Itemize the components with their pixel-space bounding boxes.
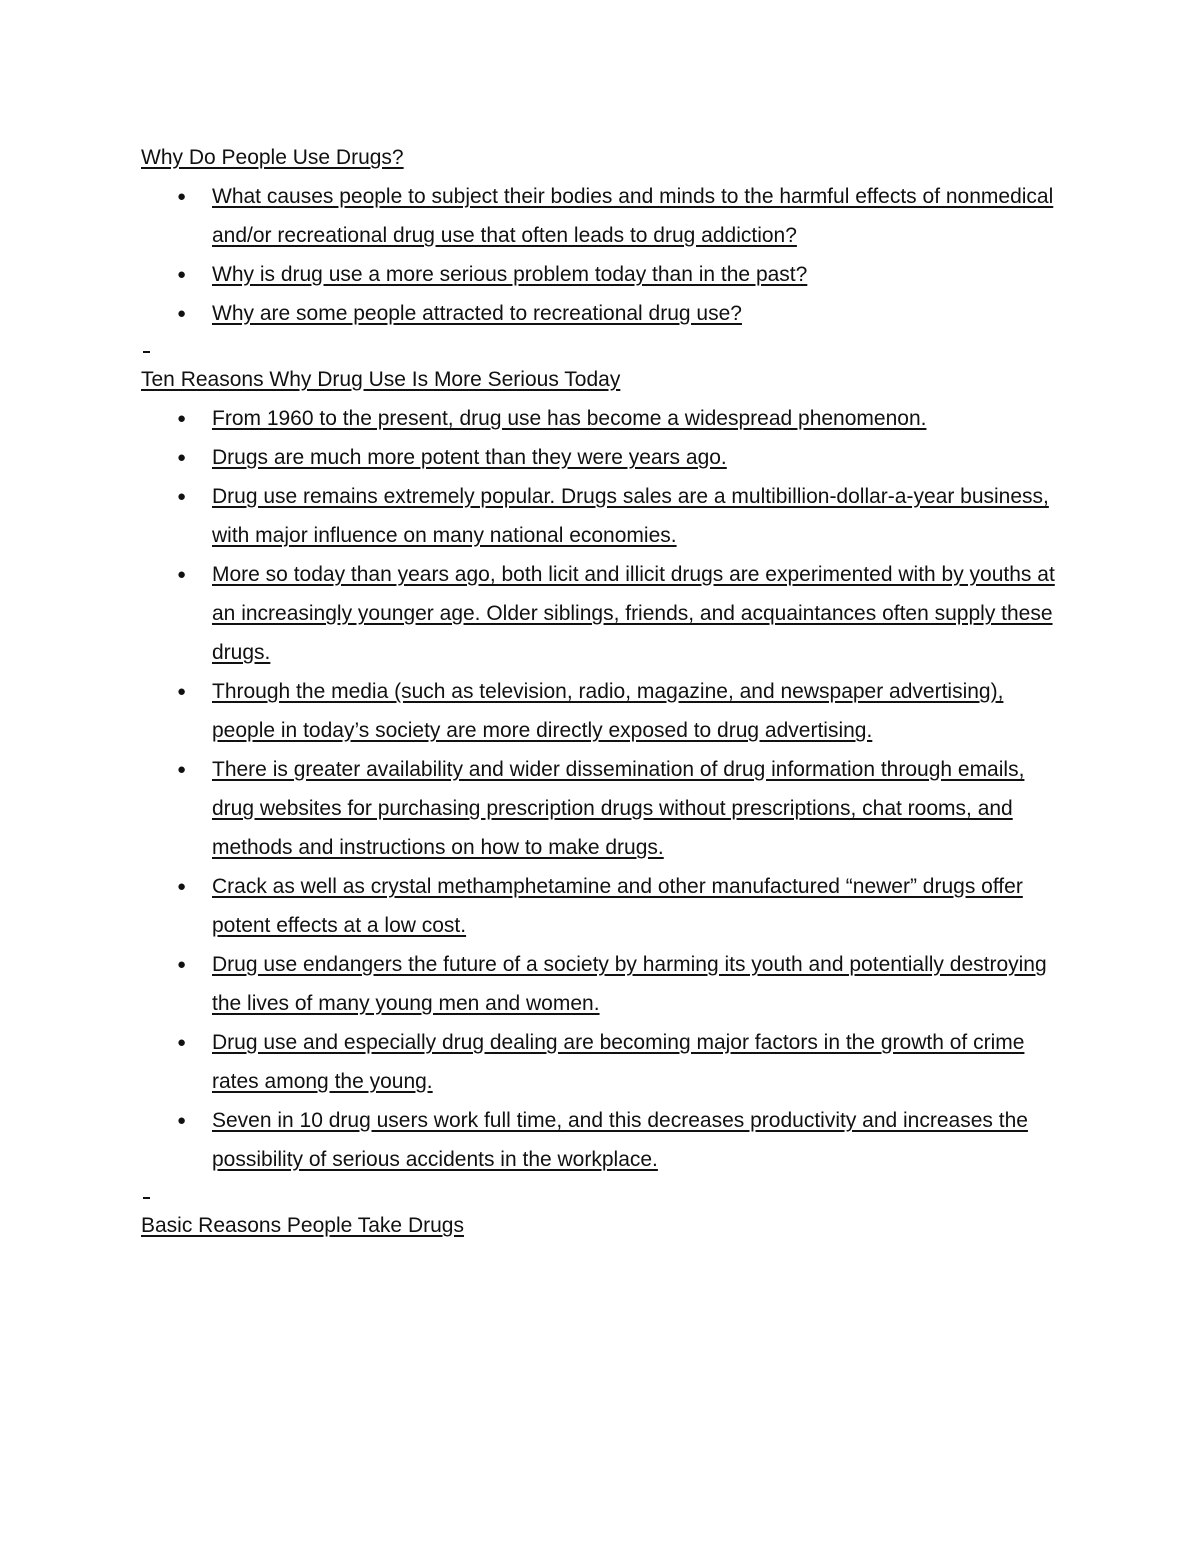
- bullet-icon: ●: [177, 566, 187, 583]
- section-heading-why-use-drugs: Why Do People Use Drugs?: [141, 146, 404, 169]
- empty-paragraph: [141, 1179, 1061, 1206]
- list-item: [141, 177, 1061, 255]
- list-item: [141, 1023, 1061, 1101]
- bullet-icon: ●: [177, 956, 187, 973]
- list-item-text: From 1960 to the present, drug use has become a widespread phenomenon.: [212, 407, 927, 430]
- list-item-text: Drugs are much more potent than they were years ago.: [212, 446, 727, 469]
- list-item: [141, 555, 1061, 672]
- list-item: [141, 672, 1061, 750]
- reasons-list: [141, 399, 1061, 1179]
- list-item: [141, 867, 1061, 945]
- list-item-text: Seven in 10 drug users work full time, and this decreases productivity and increases the possibility of serious accidents in the workplace.: [212, 1109, 1028, 1171]
- list-item-text: More so today than years ago, both licit and illicit drugs are experimented with by youths at an increasingly younger age. Older siblings, friends, and acquaintances often supply these drugs.: [212, 563, 1055, 664]
- bullet-icon: ●: [177, 410, 187, 427]
- list-item-text: Through the media (such as television, radio, magazine, and newspaper advertising), people in today’s society are more directly exposed to drug advertising.: [212, 680, 1004, 742]
- bullet-icon: ●: [177, 266, 187, 283]
- list-item: [141, 750, 1061, 867]
- bullet-icon: ●: [177, 188, 187, 205]
- document-page: [141, 138, 1061, 1245]
- list-item-text: Why are some people attracted to recreational drug use?: [212, 302, 742, 325]
- list-item: [141, 438, 1061, 477]
- list-item: [141, 477, 1061, 555]
- bullet-icon: ●: [177, 1034, 187, 1051]
- list-item: [141, 1101, 1061, 1179]
- list-item-text: What causes people to subject their bodies and minds to the harmful effects of nonmedical and/or recreational drug use that often leads to drug addiction?: [212, 185, 1054, 247]
- empty-paragraph: [141, 333, 1061, 360]
- underline-mark: [143, 351, 150, 353]
- list-item: [141, 945, 1061, 1023]
- underline-mark: [143, 1197, 150, 1199]
- section-heading-basic-reasons: Basic Reasons People Take Drugs: [141, 1214, 464, 1237]
- list-item-text: There is greater availability and wider dissemination of drug information through emails, drug websites for purchasing prescription drugs without prescriptions, chat rooms, and methods and instructions on how to make drugs.: [212, 758, 1025, 859]
- bullet-icon: ●: [177, 488, 187, 505]
- list-item: [141, 294, 1061, 333]
- question-list: [141, 177, 1061, 333]
- bullet-icon: ●: [177, 449, 187, 466]
- list-item-text: Drug use remains extremely popular. Drugs sales are a multibillion-dollar-a-year business, with major influence on many national economies.: [212, 485, 1049, 547]
- section-heading-ten-reasons: Ten Reasons Why Drug Use Is More Serious Today: [141, 368, 621, 391]
- list-item-text: Drug use endangers the future of a society by harming its youth and potentially destroying the lives of many young men and women.: [212, 953, 1047, 1015]
- list-item: [141, 255, 1061, 294]
- bullet-icon: ●: [177, 878, 187, 895]
- list-item-text: Why is drug use a more serious problem today than in the past?: [212, 263, 808, 286]
- bullet-icon: ●: [177, 305, 187, 322]
- bullet-icon: ●: [177, 683, 187, 700]
- list-item: [141, 399, 1061, 438]
- list-item-text: Drug use and especially drug dealing are becoming major factors in the growth of crime rates among the young.: [212, 1031, 1025, 1093]
- list-item-text: Crack as well as crystal methamphetamine and other manufactured “newer” drugs offer potent effects at a low cost.: [212, 875, 1023, 937]
- bullet-icon: ●: [177, 761, 187, 778]
- bullet-icon: ●: [177, 1112, 187, 1129]
